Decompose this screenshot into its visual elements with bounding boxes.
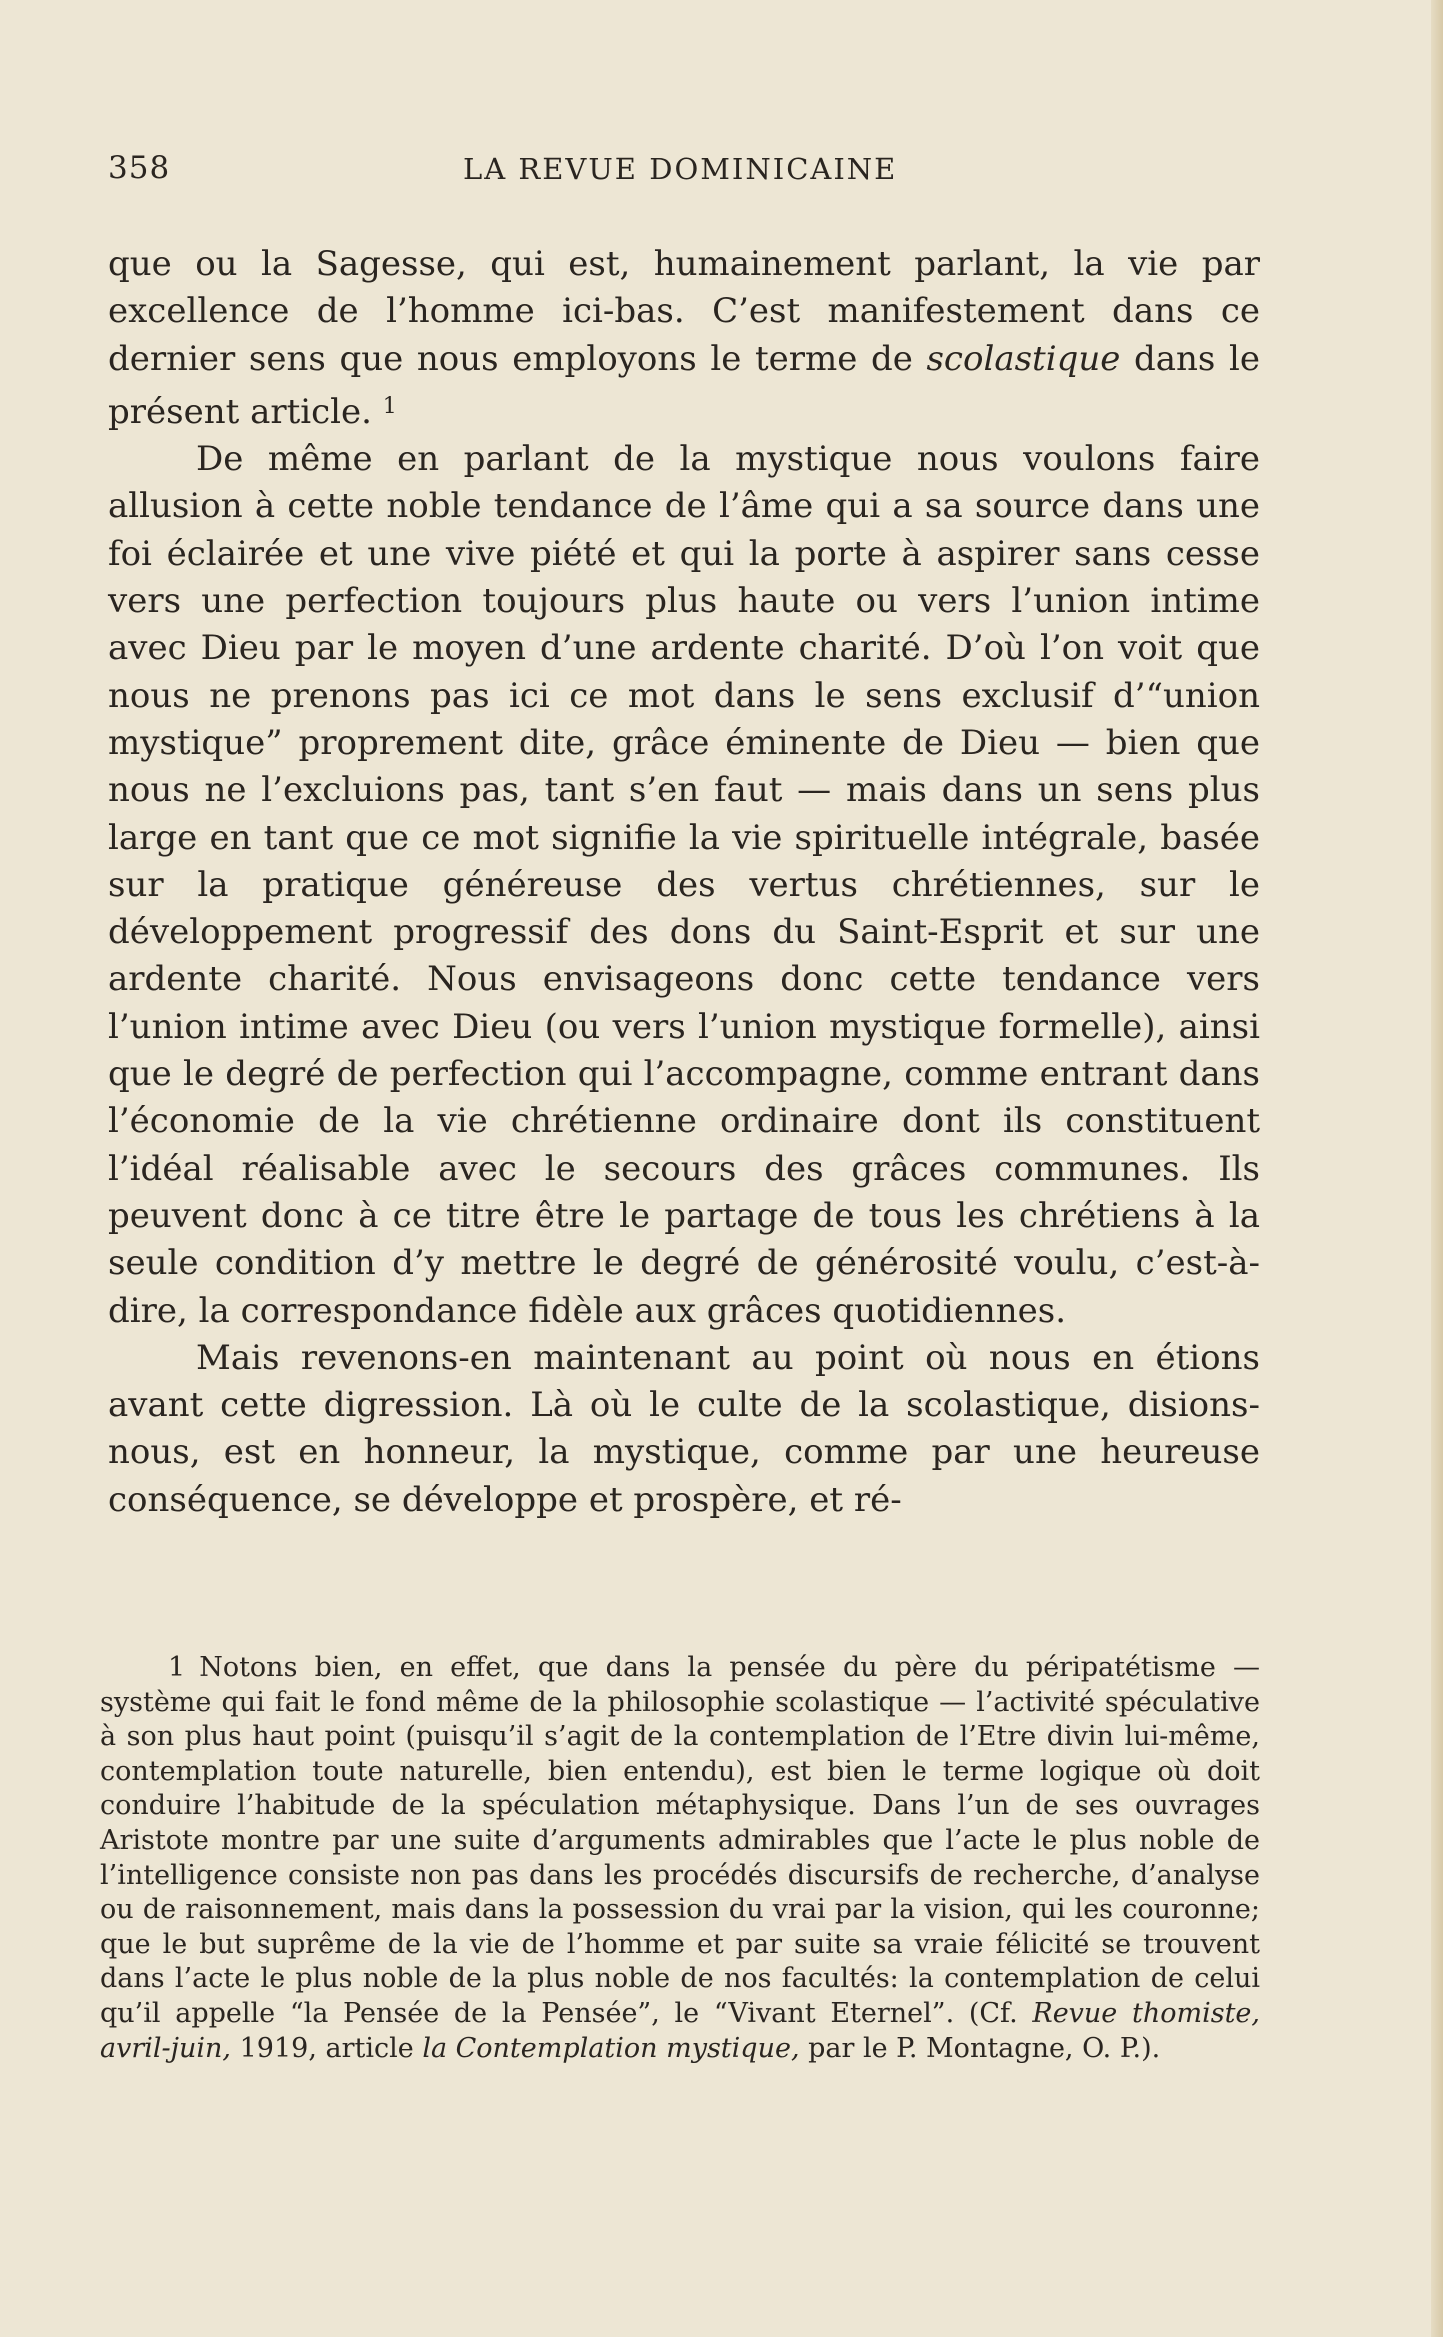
paragraph-1-end: dans le présent article. [108,338,1260,432]
footnote-section [100,1651,1260,2066]
page-number: 358 [108,150,171,186]
footnote-1 [100,1651,1260,2066]
running-title: LA REVUE DOMINICAINE [463,152,898,186]
paragraph-2: De même en parlant de la mystique nous voulons faire allusion à cette noble tendance de l’âme qui a sa source dans une foi éclairée et une vive piété et qui la porte à aspirer sans cesse vers une perfection toujours plus haute ou vers l’union intime avec Dieu par le moyen d’une ardente charité. D’où l’on voit que nous ne prenons pas ici ce mot dans le sens exclusif d’“union mystique” proprement dite, grâce éminente de Dieu — bien que nous ne l’excluions pas, tant s’en faut — mais dans un sens plus large en tant que ce mot signifie la vie spirituelle intégrale, basée sur la pratique généreuse des vertus chrétiennes, sur le développement progressif des dons du Saint-Esprit et sur une ardente charité. Nous envisageons donc cette tendance vers l’union intime avec Dieu (ou vers l’union mystique formelle), ainsi que le degré de perfection qui l’accompagne, comme entrant dans l’économie de la vie chrétienne ordinaire dont ils constituent l’idéal réalisable avec le secours des grâces communes. Ils peuvent donc à ce titre être le partage de tous les chrétiens à la seule condition d’y mettre le degré de générosité voulu, c’est-à-dire, la correspondance fidèle aux grâces quotidiennes. [108,439,1260,1331]
term-scolastique: scolastique [926,338,1121,379]
footnote-journal-title: Revue thomiste, avril-juin, [100,1997,1260,2064]
footnote-number: 1 [168,1652,186,1683]
page-header [108,150,1268,200]
main-text [108,241,1260,1524]
footnote-reference: 1 [382,393,397,419]
paragraph-1 [108,241,1260,436]
footnote-text-2: 1919, article [231,2032,423,2064]
footnote-article-title: la Contemplation mystique, [422,2032,800,2064]
footnote-text: Notons bien, en effet, que dans la pensée du père du péripatétisme — système qui fait le fond même de la philosophie scolastique — l’activité spéculative à son plus haut point (puisqu’il s’agit de la contemplation de l’Etre divin lui-même, contemplation toute naturelle, bien entendu), est bien le terme logique où doit conduire l’habitude de la spéculation métaphysique. Dans l’un de ses ouvrages Aristote montre par une suite d’arguments admirables que l’acte le plus noble de l’intelligence consiste non pas dans les procédés discursifs de recherche, d’analyse ou de raisonnement, mais dans la possession du vrai par la vision, qui les couronne; que le but suprême de la vie de l’homme et par suite sa vraie félicité se trouvent dans l’acte le plus noble de la plus noble de nos facultés: la contemplation de celui qu’il appelle “la Pensée de la Pensée”, le “Vivant Eternel”. (Cf. [100,1652,1260,2029]
page-edge [1431,0,1443,2337]
paragraph-1-text: que ou la Sagesse, qui est, humainement parlant, la vie par excellence de l’homme ici-bas. C’est manifestement dans ce dernier sens que nous employons le terme de [108,244,1260,379]
paragraph-3: Mais revenons-en maintenant au point où nous en étions avant cette digression. Là où le culte de la scolastique, disions-nous, est en honneur, la mystique, comme par une heureuse conséquence, se développe et prospère, et ré- [108,1337,1260,1520]
footnote-text-3: par le P. Montagne, O. P.). [799,2032,1161,2064]
